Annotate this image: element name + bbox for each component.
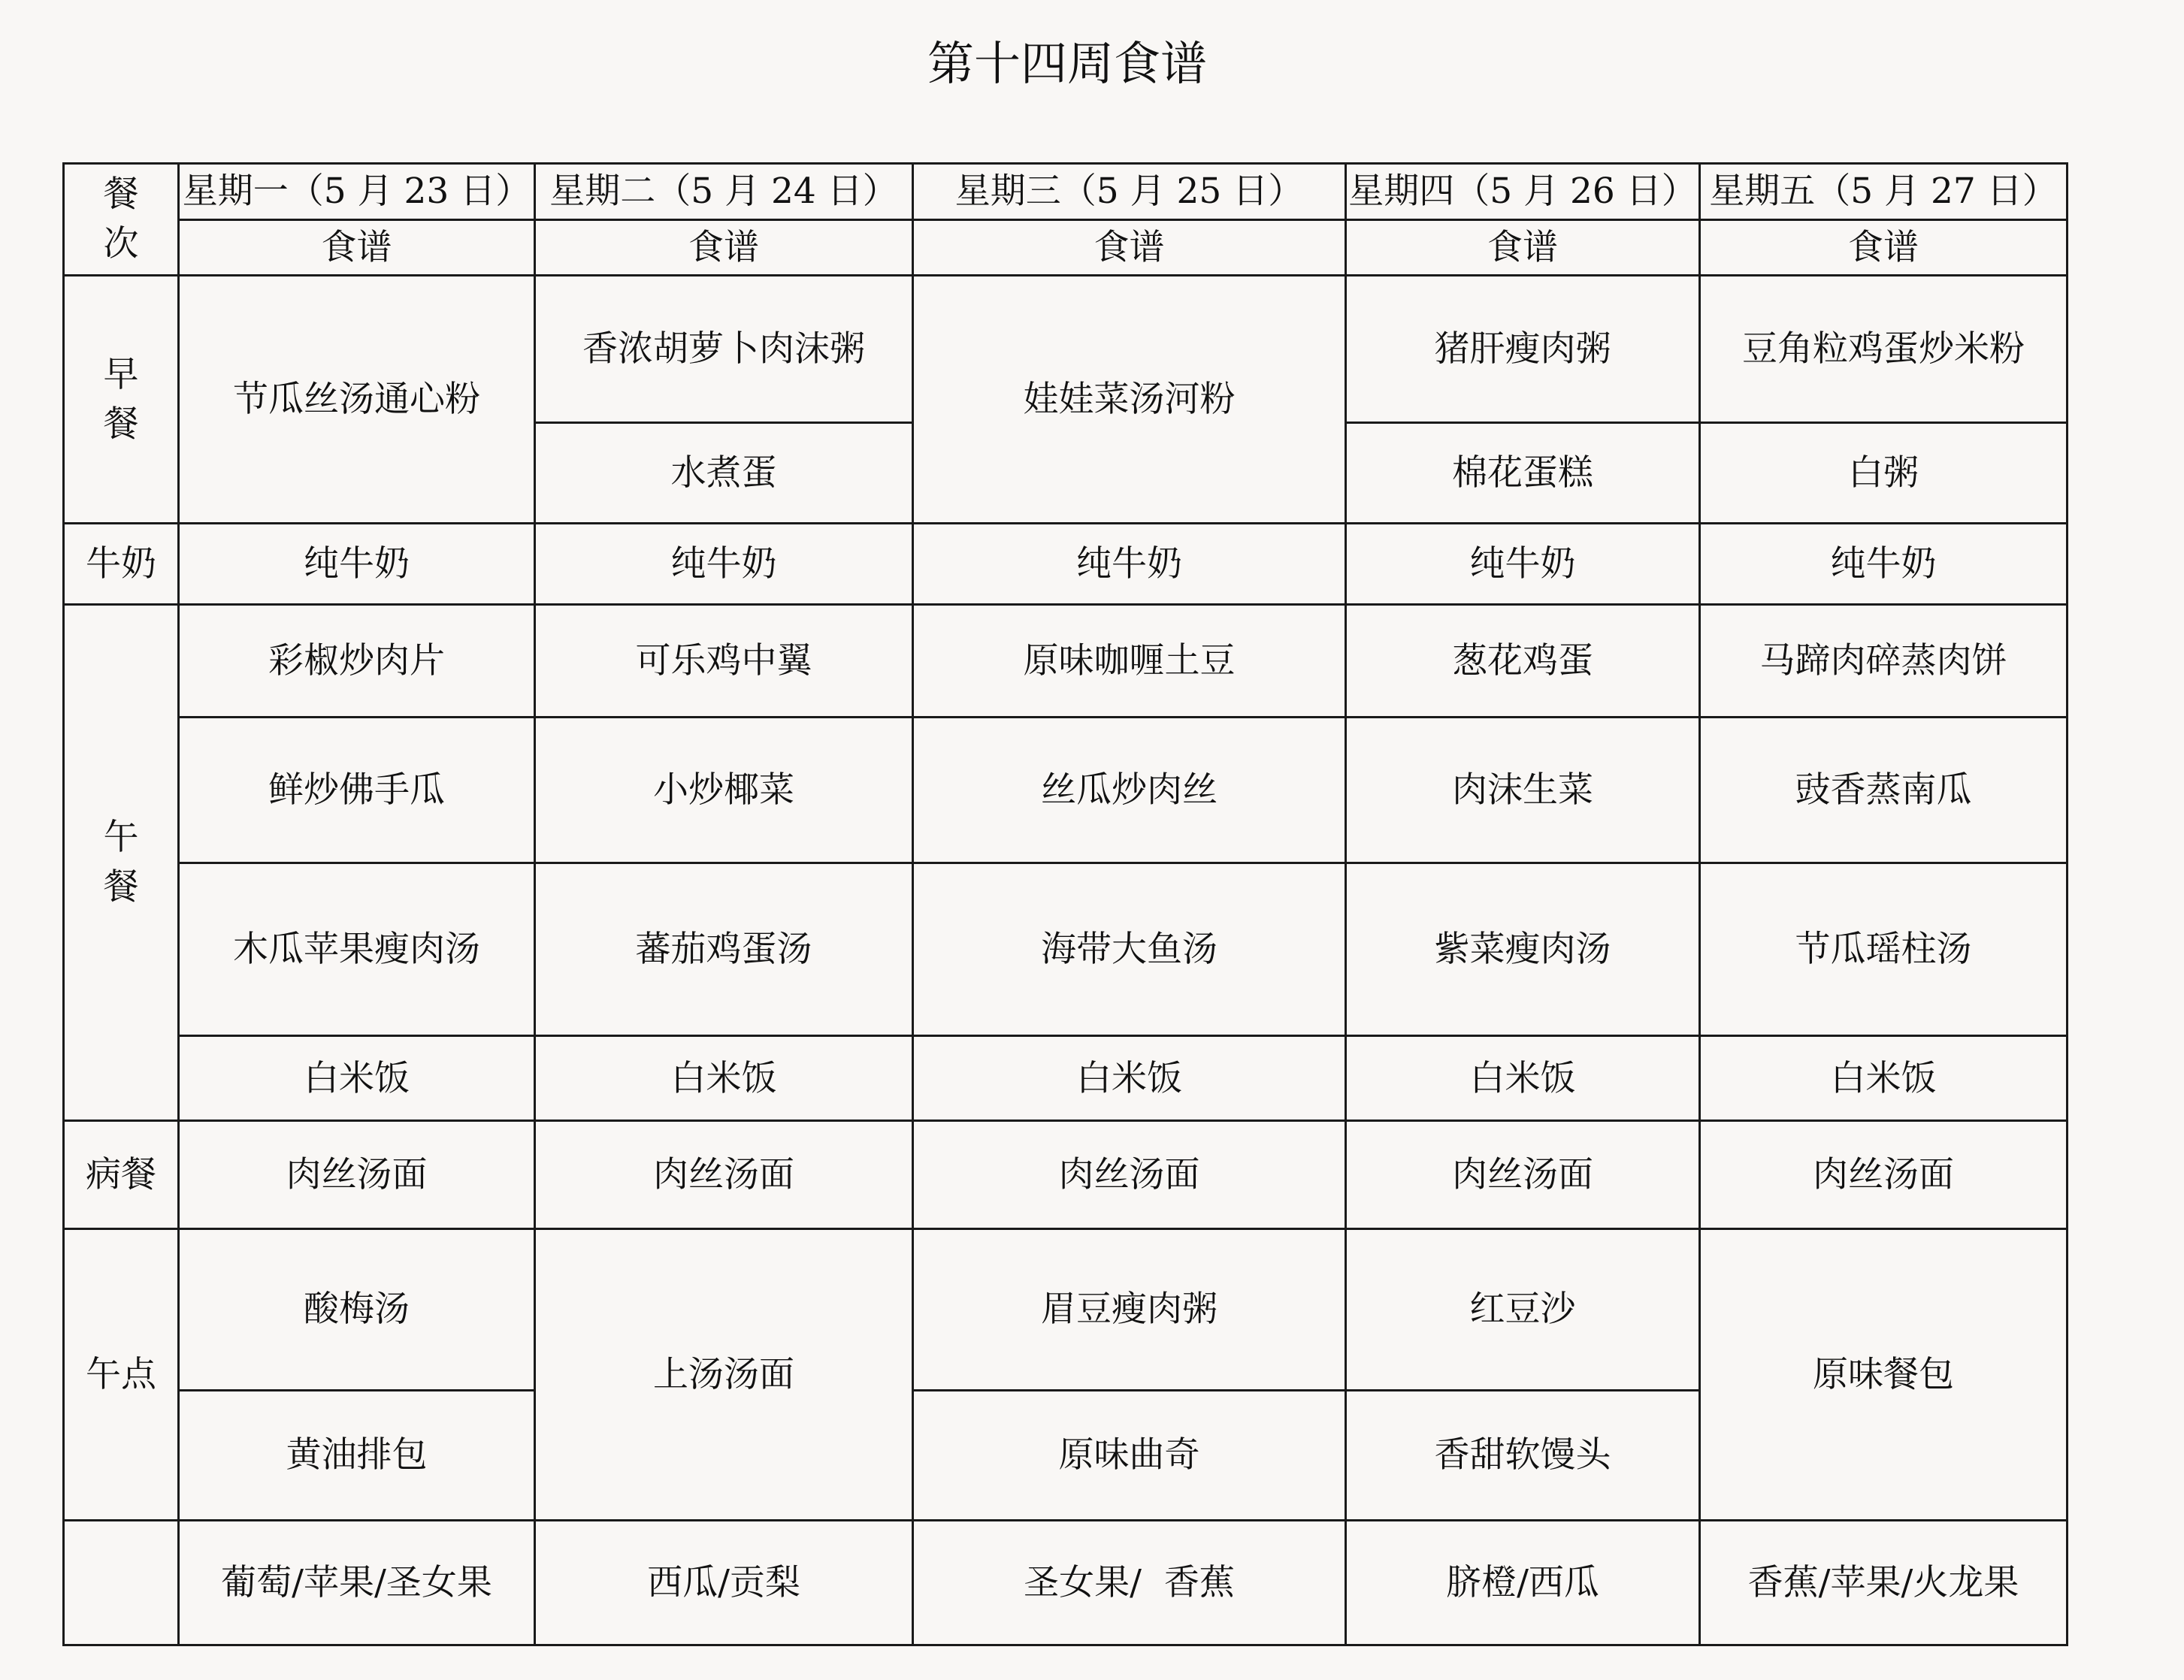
breakfast-thu-2: 棉花蛋糕 (1346, 423, 1700, 524)
lunch-fri-3: 节瓜瑶柱汤 (1700, 863, 2068, 1035)
day-header-mon: 星期一（5 月 23 日） (179, 164, 535, 220)
lunch-tue-4: 白米饭 (535, 1036, 913, 1121)
lunch-row-3 (64, 863, 2068, 1035)
lunch-wed-4: 白米饭 (913, 1036, 1346, 1121)
day-header-wed: 星期三（5 月 25 日） (913, 164, 1346, 220)
lunch-row-1 (64, 604, 2068, 717)
weekly-menu-table (62, 162, 2068, 1646)
milk-row (64, 524, 2068, 604)
sick-meal-thu: 肉丝汤面 (1346, 1121, 1700, 1229)
fruit-tue: 西瓜/贡梨 (535, 1520, 913, 1645)
header-row-days (64, 164, 2068, 220)
breakfast-wed: 娃娃菜汤河粉 (913, 276, 1346, 524)
meal-label-fruit (64, 1520, 179, 1645)
snack-tue: 上汤汤面 (535, 1229, 913, 1520)
snack-wed-1: 眉豆瘦肉粥 (913, 1229, 1346, 1390)
breakfast-thu-1: 猪肝瘦肉粥 (1346, 276, 1700, 423)
meal-column-header: 餐次 (64, 164, 179, 276)
day-header-tue: 星期二（5 月 24 日） (535, 164, 913, 220)
fruit-wed: 圣女果/ 香蕉 (913, 1520, 1346, 1645)
day-header-fri: 星期五（5 月 27 日） (1700, 164, 2068, 220)
snack-row-1 (64, 1229, 2068, 1390)
breakfast-fri-1: 豆角粒鸡蛋炒米粉 (1700, 276, 2068, 423)
milk-thu: 纯牛奶 (1346, 524, 1700, 604)
lunch-wed-3: 海带大鱼汤 (913, 863, 1346, 1035)
breakfast-mon: 节瓜丝汤通心粉 (179, 276, 535, 524)
sub-header-fri: 食谱 (1700, 220, 2068, 276)
lunch-mon-2: 鲜炒佛手瓜 (179, 717, 535, 863)
lunch-thu-2: 肉沫生菜 (1346, 717, 1700, 863)
snack-mon-1: 酸梅汤 (179, 1229, 535, 1390)
fruit-row (64, 1520, 2068, 1645)
sub-header-tue: 食谱 (535, 220, 913, 276)
sick-meal-row (64, 1121, 2068, 1229)
day-header-thu: 星期四（5 月 26 日） (1346, 164, 1700, 220)
fruit-thu: 脐橙/西瓜 (1346, 1520, 1700, 1645)
lunch-thu-3: 紫菜瘦肉汤 (1346, 863, 1700, 1035)
meal-label-lunch: 午餐 (64, 604, 179, 1121)
snack-fri: 原味餐包 (1700, 1229, 2068, 1520)
milk-mon: 纯牛奶 (179, 524, 535, 604)
lunch-fri-1: 马蹄肉碎蒸肉饼 (1700, 604, 2068, 717)
breakfast-tue-1: 香浓胡萝卜肉沫粥 (535, 276, 913, 423)
lunch-wed-2: 丝瓜炒肉丝 (913, 717, 1346, 863)
breakfast-fri-2: 白粥 (1700, 423, 2068, 524)
meal-label-milk: 牛奶 (64, 524, 179, 604)
lunch-fri-2: 豉香蒸南瓜 (1700, 717, 2068, 863)
meal-label-snack: 午点 (64, 1229, 179, 1520)
lunch-mon-1: 彩椒炒肉片 (179, 604, 535, 717)
lunch-thu-4: 白米饭 (1346, 1036, 1700, 1121)
fruit-mon: 葡萄/苹果/圣女果 (179, 1520, 535, 1645)
sick-meal-wed: 肉丝汤面 (913, 1121, 1346, 1229)
breakfast-row-1 (64, 276, 2068, 423)
sick-meal-tue: 肉丝汤面 (535, 1121, 913, 1229)
lunch-row-4 (64, 1036, 2068, 1121)
meal-label-sick-meal: 病餐 (64, 1121, 179, 1229)
snack-thu-1: 红豆沙 (1346, 1229, 1700, 1390)
fruit-fri: 香蕉/苹果/火龙果 (1700, 1520, 2068, 1645)
breakfast-tue-2: 水煮蛋 (535, 423, 913, 524)
meal-label-breakfast: 早餐 (64, 276, 179, 524)
sub-header-thu: 食谱 (1346, 220, 1700, 276)
milk-fri: 纯牛奶 (1700, 524, 2068, 604)
lunch-mon-3: 木瓜苹果瘦肉汤 (179, 863, 535, 1035)
sub-header-mon: 食谱 (179, 220, 535, 276)
header-row-sub (64, 220, 2068, 276)
lunch-tue-3: 蕃茄鸡蛋汤 (535, 863, 913, 1035)
snack-thu-2: 香甜软馒头 (1346, 1390, 1700, 1520)
page-title: 第十四周食谱 (927, 36, 1207, 91)
lunch-tue-2: 小炒椰菜 (535, 717, 913, 863)
lunch-thu-1: 葱花鸡蛋 (1346, 604, 1700, 717)
lunch-mon-4: 白米饭 (179, 1036, 535, 1121)
milk-tue: 纯牛奶 (535, 524, 913, 604)
lunch-wed-1: 原味咖喱土豆 (913, 604, 1346, 717)
lunch-tue-1: 可乐鸡中翼 (535, 604, 913, 717)
milk-wed: 纯牛奶 (913, 524, 1346, 604)
snack-mon-2: 黄油排包 (179, 1390, 535, 1520)
sick-meal-mon: 肉丝汤面 (179, 1121, 535, 1229)
sub-header-wed: 食谱 (913, 220, 1346, 276)
snack-wed-2: 原味曲奇 (913, 1390, 1346, 1520)
sick-meal-fri: 肉丝汤面 (1700, 1121, 2068, 1229)
lunch-row-2 (64, 717, 2068, 863)
lunch-fri-4: 白米饭 (1700, 1036, 2068, 1121)
